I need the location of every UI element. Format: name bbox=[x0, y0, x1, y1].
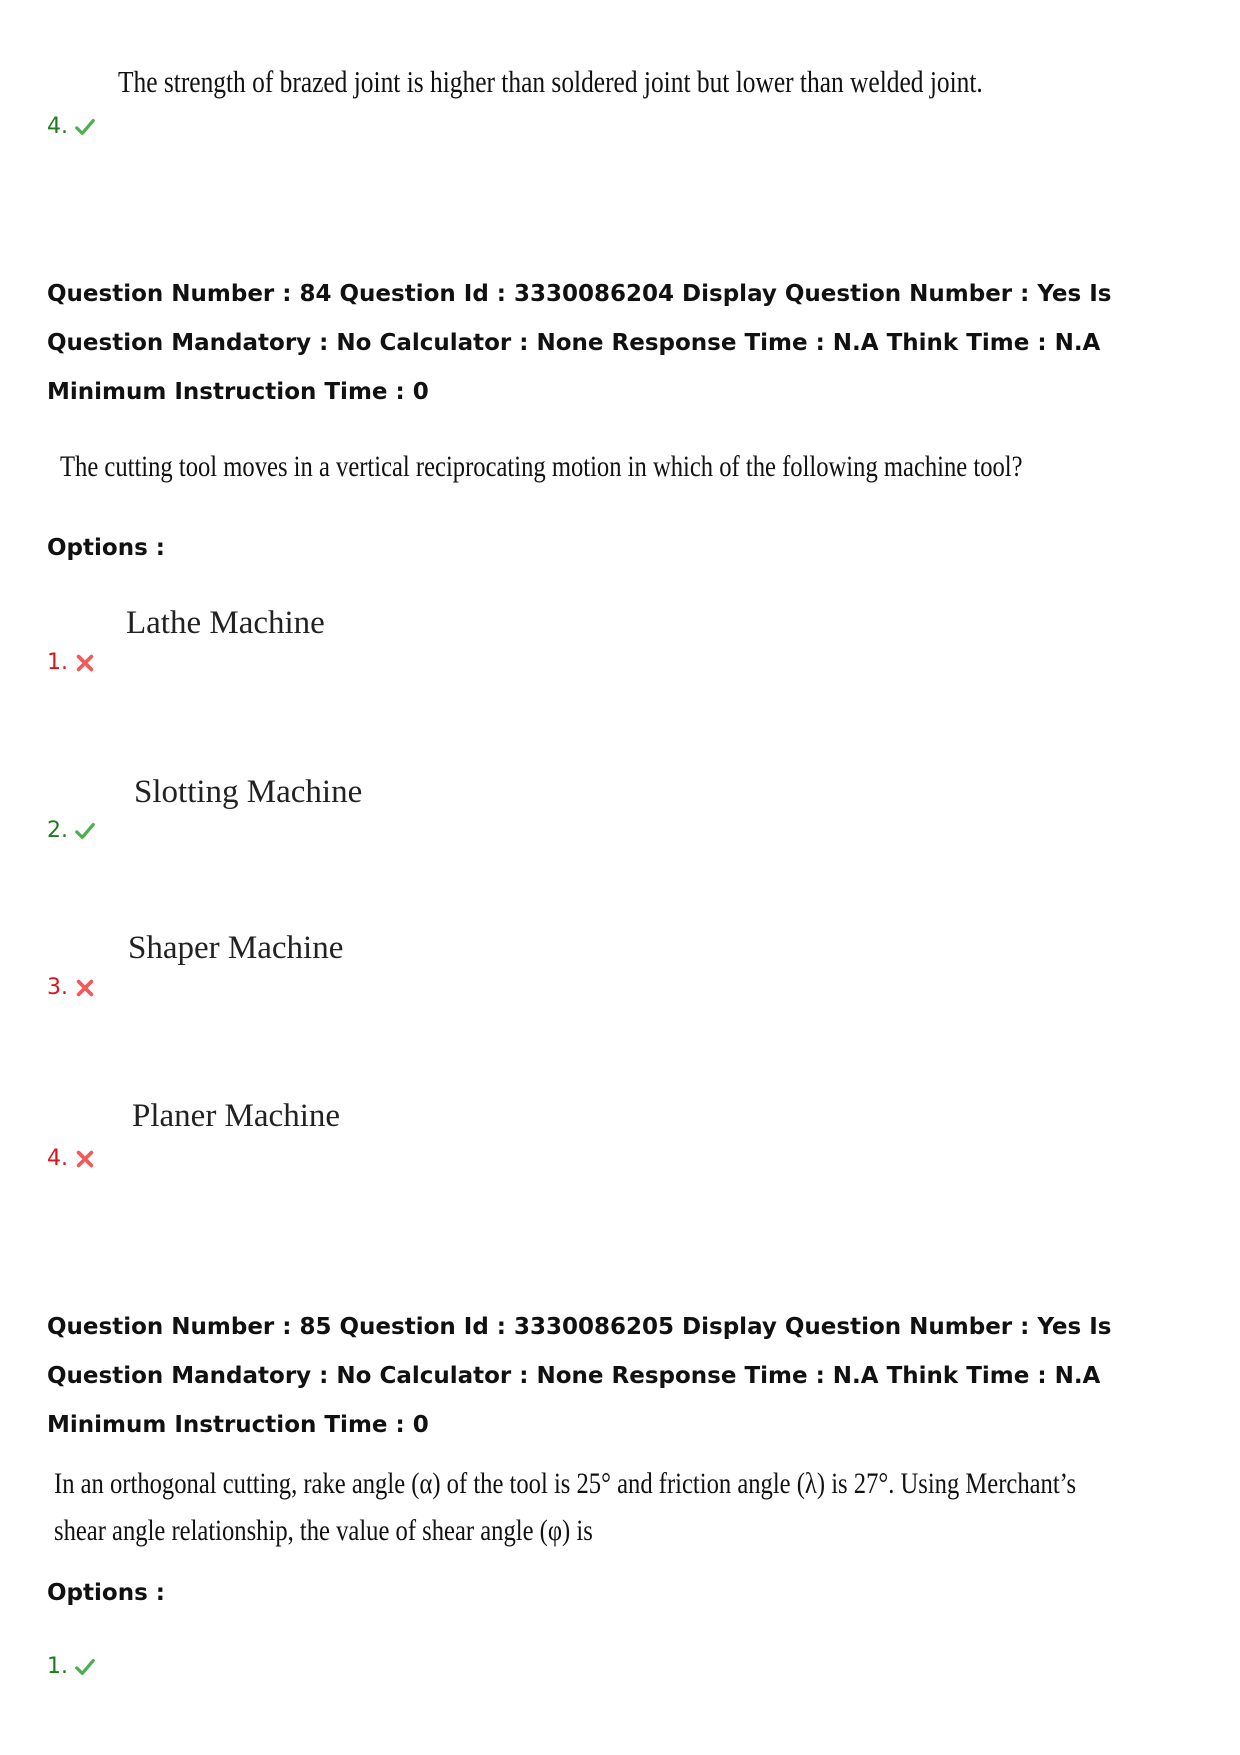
option-number: 2. bbox=[47, 818, 68, 843]
q84-option-1 bbox=[47, 650, 96, 675]
question-84-meta: Question Number : 84 Question Id : 3330086204 Display Question Number : Yes Is Question Mandatory : No Calculator : None Response Time : N.A Think Time : N.A Minimum Instruction Time : 0 bbox=[47, 281, 1112, 405]
option-number: 1. bbox=[47, 650, 68, 675]
options-label: Options : bbox=[47, 1580, 165, 1606]
cross-icon bbox=[74, 977, 96, 999]
question-85-line-2: shear angle relationship, the value of shear angle (φ) is bbox=[54, 1514, 593, 1547]
option-number: 3. bbox=[47, 975, 68, 1000]
q84-option-4 bbox=[47, 1146, 96, 1171]
question-85-meta: Question Number : 85 Question Id : 3330086205 Display Question Number : Yes Is Question Mandatory : No Calculator : None Response Time : N.A Think Time : N.A Minimum Instruction Time : 0 bbox=[47, 1314, 1112, 1438]
prev-option-4-text: The strength of brazed joint is higher than soldered joint but lower than welded joint. bbox=[118, 64, 983, 99]
cross-icon bbox=[74, 1148, 96, 1170]
options-label: Options : bbox=[47, 535, 165, 561]
option-number: 4. bbox=[47, 114, 68, 139]
cross-icon bbox=[74, 652, 96, 674]
check-icon bbox=[74, 820, 96, 842]
question-85-line-1: In an orthogonal cutting, rake angle (α) of the tool is 25° and friction angle (λ) is 27°. Using Merchant’s bbox=[54, 1467, 1077, 1500]
question-84-text: The cutting tool moves in a vertical reciprocating motion in which of the following machine tool? bbox=[60, 450, 1023, 483]
q84-option-2 bbox=[47, 818, 96, 843]
q84-option-4-text: Planer Machine bbox=[132, 1098, 341, 1134]
q84-option-2-text: Slotting Machine bbox=[134, 774, 363, 810]
check-icon bbox=[74, 1656, 96, 1678]
option-number: 4. bbox=[47, 1146, 68, 1171]
q84-option-3 bbox=[47, 975, 96, 1000]
option-number: 1. bbox=[47, 1654, 68, 1679]
q85-option-1 bbox=[47, 1654, 96, 1679]
check-icon bbox=[74, 116, 96, 138]
q84-option-1-text: Lathe Machine bbox=[126, 605, 325, 641]
prev-option-4 bbox=[47, 114, 96, 139]
q84-option-3-text: Shaper Machine bbox=[128, 930, 344, 966]
